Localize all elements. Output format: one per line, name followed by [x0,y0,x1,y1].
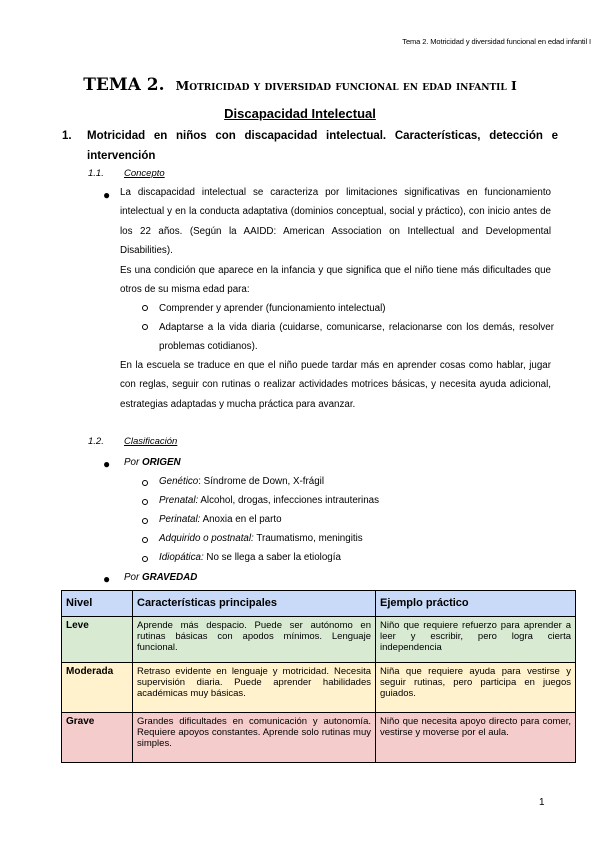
table-cell-example: Niño que requiere refuerzo para aprender a leer y escribir, pero logra cierta independencia [376,617,576,663]
subheading-number: 1.1. [88,168,104,179]
heading-1 [62,126,558,166]
origin-item: Prenatal: Alcohol, drogas, infecciones intrauterinas [159,495,380,506]
severity-table [61,590,576,763]
classification-by-gravity: Por GRAVEDAD [124,572,198,583]
origin-item: Genético: Síndrome de Down, X-frágil [159,476,325,487]
table-cell-example: Niño que necesita apoyo directo para comer, vestirse y moverse por el aula. [376,713,576,763]
circle-bullet-icon [142,324,148,330]
table-cell-level: Moderada [62,663,133,713]
table-header-row [62,591,576,617]
circle-bullet-icon [142,556,148,562]
document-title [0,60,600,98]
circle-bullet-icon [142,499,148,505]
origin-item: Idiopática: No se llega a saber la etiología [159,552,341,563]
concepto-paragraph-1: La discapacidad intelectual se caracteriza por limitaciones significativas en funcionamiento intelectual y en la conducta adaptativa (dominios conceptual, social y práctico), con inicio antes de los 22 años. (Según la AAIDD: American Association on Intellectual and Developmental Disabilities). [120,187,551,256]
section-title: Discapacidad Intelectual [224,106,376,121]
table-cell-level: Grave [62,713,133,763]
table-header: Características principales [133,591,376,617]
subheading-concepto [88,168,165,179]
subheading-clasificacion [88,436,177,447]
list-item: Adaptarse a la vida diaria (cuidarse, comunicarse, relacionarse con los demás, resolver problemas cotidianos). [159,322,554,352]
circle-bullet-icon [142,518,148,524]
table-cell-level: Leve [62,617,133,663]
circle-bullet-icon [142,480,148,486]
circle-bullet-icon [142,305,148,311]
table-cell-features: Aprende más despacio. Puede ser autónomo en rutinas básicas con apodos mínimos. Lenguaje funcional. [133,617,376,663]
bullet-icon: ● [103,457,111,471]
table-header: Nivel [62,591,133,617]
page-number: 1 [539,797,545,808]
origin-item: Perinatal: Anoxia en el parto [159,514,282,525]
circle-bullet-icon [142,537,148,543]
heading-1-number: 1. [62,130,72,142]
subheading-title: Clasificación [124,436,178,447]
table-row [62,617,576,663]
title-rest: Motricidad y diversidad funcional en edad infantil I [175,78,517,93]
subheading-number: 1.2. [88,436,104,447]
table-row [62,663,576,713]
table-cell-features: Grandes dificultades en comunicación y autonomía. Requiere apoyos constantes. Aprende solo rutinas muy simples. [133,713,376,763]
bullet-icon: ● [103,188,111,202]
subheading-title: Concepto [124,168,165,179]
table-row [62,713,576,763]
origin-item: Adquirido o postnatal: Traumatismo, meningitis [159,533,363,544]
title-prefix: TEMA 2. [83,75,165,95]
concepto-paragraph-2: Es una condición que aparece en la infancia y que significa que el niño tiene más dificultades que otros de su misma edad para: [120,265,551,296]
concepto-paragraph-3: En la escuela se traduce en que el niño puede tardar más en aprender cosas como hablar, jugar con reglas, seguir con rutinas o realizar actividades motrices básicas, y necesita ayuda adicional, estrategias adaptadas y mucha práctica para avanzar. [120,360,551,410]
table-cell-example: Niña que requiere ayuda para vestirse y seguir rutinas, pero participa en juegos guiados. [376,663,576,713]
classification-by-origin: Por ORIGEN [124,457,181,468]
table-header: Ejemplo práctico [376,591,576,617]
bullet-icon: ● [103,572,111,586]
heading-1-text: Motricidad en niños con discapacidad intelectual. Características, detección e intervención [87,130,558,162]
list-item: Comprender y aprender (funcionamiento intelectual) [159,303,386,314]
table-cell-features: Retraso evidente en lenguaje y motricidad. Necesita supervisión diaria. Puede aprender habilidades académicas muy básicas. [133,663,376,713]
running-header: Tema 2. Motricidad y diversidad funcional en edad infantil I [402,37,591,46]
